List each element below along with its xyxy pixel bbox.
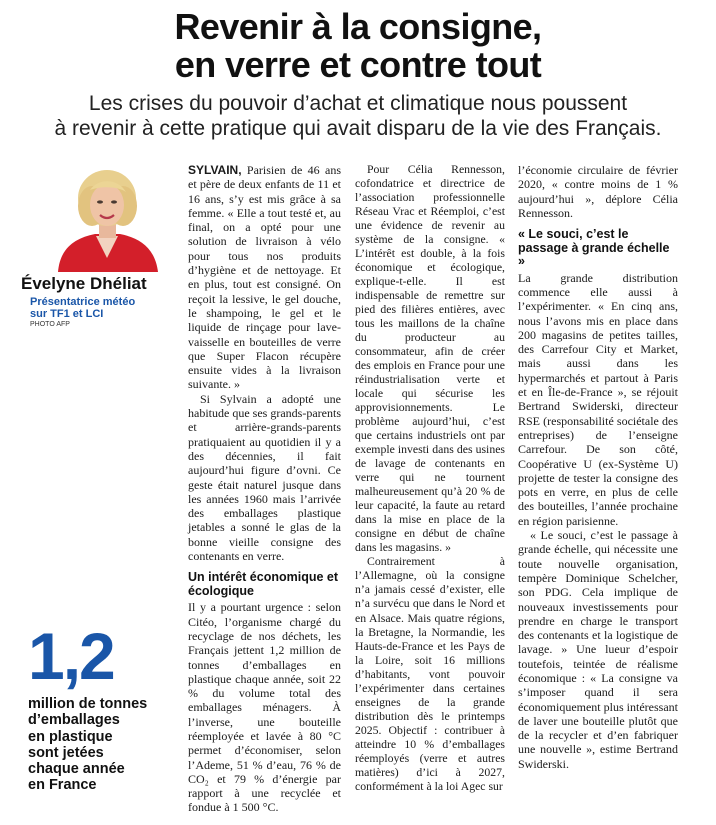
author-name: Évelyne Dhéliat [21,274,147,293]
headline-line-2: en verre et contre tout [174,44,542,85]
photo-credit: PHOTO AFP [30,321,70,328]
author-role [30,296,135,320]
author-role-line-1: Présentatrice météo [30,296,136,308]
subtitle-line-2: à revenir à cette pratique qui avait disparu de la vie des Français. [54,117,662,140]
article-headline [0,8,716,84]
lead-name: SYLVAIN, [188,163,242,177]
article-column-2 [355,163,505,794]
article-paragraph: La grande distribution commence elle aussi à l’expérimenter. « En cinq ans, nous l’avons mis en place dans 200 magasins de petites tailles, des Carrefour City et Market, mais aussi dans les hypermarchés et partout à Paris et en Île-de-France », se réjouit Bertrand Swiderski, directeur RSE (responsabilité sociétale des entreprises) de l’enseigne Carrefour. De son côté, Coopérative U (ex-Système U) projette de tester la consigne des pots en verre, en plus de celle des bouteilles, l’année prochaine en région parisienne. [518,270,678,528]
headline-line-1: Revenir à la consigne, [174,6,542,47]
author-portrait [50,168,165,272]
stat-caption [28,696,147,794]
article-paragraph: « Le souci, c’est le passage à grande échelle, qui nécessite une toute nouvelle organisation, tempère Dominique Schelcher, son PDG. Cela implique de nouveaux investissements pour prendre en charge le transport des contenants et la logistique de lavage. » Une lueur d’espoir toutefois, teintée de réalisme économique : « La consigne va s’imposer quand il sera économiquement plus intéressant de laver une bouteille plutôt que de la recycler et d’en fabriquer une nouvelle », estime Bertrand Swiderski. [518,528,678,771]
stat-caption-line: en France [28,777,97,794]
article-column-1 [188,163,341,815]
article-subtitle [0,91,716,141]
article-paragraph: Pour Célia Rennesson, cofondatrice et directrice de l’association professionnelle Réseau Vrac et Réemploi, c’est une évidence de revenir au système de la consigne. « L’intérêt est double, à la fois économique et écologique, explique-t-elle. Il est indispensable de remettre sur pied des filières entières, avec tous les maillons de la chaîne du producteur au consommateur, afin de créer des emplois en France pour une réindustrialisation verte et locale qui sécurise les approvisionnements. Le problème aujourd’hui, c’est que certains industriels ont par exemple investi dans des usines de lavage de contenants en verre qui ne tournent malheureusement qu’à 20 % de leur capacité, la faute au retard dans la mise en place de la consigne en début de chaîne dans les magasins. » [355,163,505,555]
article-paragraph [188,163,341,392]
stat-caption-line: chaque année [28,761,125,778]
article-paragraph: l’économie circulaire de février 2020, « contre moins de 1 % aujourd’hui », déplore Célia Rennesson. [518,163,678,220]
stat-caption-line: en plastique [28,728,113,745]
article-column-3 [518,163,678,771]
subtitle-line-1: Les crises du pouvoir d’achat et climatique nous poussent [88,92,628,115]
article-paragraph: Si Sylvain a adopté une habitude que ses grands-parents et arrière-grands-parents pratiquaient au quotidien il y a des décennies, il fait aujourd’hui figure d’ovni. Ce geste était naturel jusque dans les années 1960 mais l’arrivée des emballages plastique jetables a sonné le glas de la bonne vieille consigne des contenants en verre. [188,391,341,564]
section-heading: Un intérêt économique et écologique [188,570,339,598]
article-paragraph: Il y a pourtant urgence : selon Citéo, l’organisme chargé du recyclage de nos déchets, les Français jettent 1,2 million de tonnes d’emballages en plastique chaque année, soit 22 % du volume total des emballages ménagers. À l’inverse, une bouteille réemployée et lavée à 80 °C permet d’économiser, selon l’Ademe, 51 % d’eau, 76 % de CO₂ et 79 % d’énergie par rapport à une recyclée et fondue à 1 500 °C. [188,600,341,815]
stat-caption-line: million de tonnes [28,696,148,712]
paragraph-text: Parisien de 46 ans et père de deux enfants de 11 et 16 ans, s’y est mis grâce à sa femme. « Elle a tout testé et, au final, on a opté pour une solution de livraison à vélo pour tous nos produits d’hygiène et de nettoyage. Et en plus, tout est consigné. On reçoit la lessive, le gel douche, le shampoing, le gel et le liquide de rinçage pour lave-vaisselle en bouteilles de verre que Super Flacon récupère ensuite vides à la livraison suivante. » [188,163,341,392]
author-portrait-image [50,168,165,272]
stat-number: 1,2 [28,619,114,693]
stat-caption-line: sont jetées [28,744,104,761]
author-role-line-2: sur TF1 et LCI [30,308,104,320]
section-heading: « Le souci, c’est le passage à grande échelle » [518,227,670,269]
stat-caption-line: d’emballages [28,712,120,729]
article-paragraph: Contrairement à l’Allemagne, où la consigne n’a jamais cessé d’exister, elle n’a survécu que dans le Nord et en Alsace. Mais quatre régions, la Bretagne, la Normandie, les Hauts-de-France et les Pays de la Loire, soit 16 millions d’habitants, vont pouvoir l’expérimenter dans certaines enseignes de la grande distribution dès le printemps 2025. Objectif : contribuer à atteindre 10 % d’emballages réemployés (verre et autres matières) d’ici à 2027, conformément à la loi Agec sur [355,555,505,793]
